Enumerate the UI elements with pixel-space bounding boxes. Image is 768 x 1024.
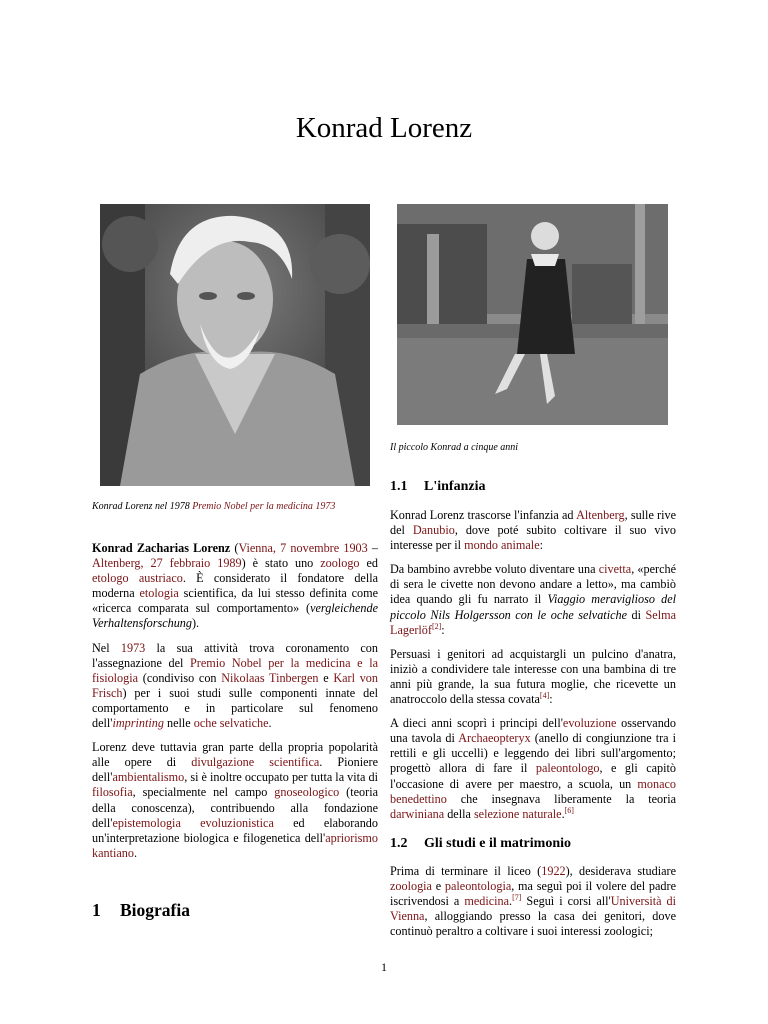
text-run: , e gli capitò l'occasione di avere per maestro, a scuola, un bbox=[390, 761, 677, 791]
text-run: . bbox=[561, 806, 565, 821]
studi-column bbox=[390, 864, 676, 948]
section-heading-studi bbox=[390, 836, 571, 852]
text-run: , specialmente nel campo bbox=[132, 785, 275, 800]
text-run: Prima di terminare il liceo ( bbox=[390, 864, 542, 878]
text-run: e bbox=[318, 670, 334, 685]
text-run: . È considerato il fondatore della moderna bbox=[92, 571, 379, 601]
inline-link[interactable]: gnoseologico bbox=[274, 785, 340, 800]
inline-link[interactable]: filosofia bbox=[92, 785, 133, 800]
inline-link[interactable]: Vienna, 7 novembre 1903 bbox=[238, 541, 368, 555]
text-run: , dove poté subito coltivare il suo vivo interesse per il bbox=[390, 523, 676, 553]
inline-link[interactable]: 1973 bbox=[120, 640, 146, 655]
text-run: ) per i suoi studi sulle componenti innate del comportamento e in particolare sul fenomeno dell' bbox=[92, 685, 378, 731]
text-run: : bbox=[441, 622, 445, 637]
text-run: , sulle rive del bbox=[390, 508, 677, 538]
inline-link[interactable]: Premio Nobel per la medicina e la fisiologia bbox=[92, 655, 378, 685]
inline-link[interactable]: Nikolaas Tinbergen bbox=[221, 670, 319, 685]
inline-link[interactable]: civetta bbox=[598, 562, 632, 577]
inline-link[interactable]: monaco benedettino bbox=[390, 776, 676, 806]
inline-link[interactable]: Archaeopteryx bbox=[458, 731, 531, 746]
body-paragraph bbox=[390, 562, 676, 637]
text-run: Seguì i corsi all' bbox=[521, 894, 611, 909]
text-run: ), desiderava studiare bbox=[565, 864, 676, 878]
child-caption: Il piccolo Konrad a cinque anni bbox=[390, 442, 519, 453]
inline-link[interactable]: mondo animale bbox=[464, 538, 540, 553]
text-run: (condiviso con bbox=[138, 670, 222, 685]
inline-link[interactable]: darwiniana bbox=[390, 806, 445, 821]
section-number: 1.1 bbox=[390, 479, 408, 494]
text-run: Konrad Lorenz trascorse l'infanzia ad bbox=[390, 508, 577, 522]
text-run: Da bambino avrebbe voluto diventare una bbox=[390, 562, 599, 577]
intro-paragraph bbox=[92, 641, 378, 732]
text-run: scientifica, da lui stesso definita come «ricerca comparata sul comportamento» ( bbox=[92, 586, 378, 616]
text-run: : bbox=[549, 692, 553, 707]
intro-paragraph bbox=[92, 541, 378, 632]
text-run: che insegnava liberamente la teoria bbox=[446, 791, 676, 806]
inline-link[interactable]: divulgazione scientifica bbox=[191, 755, 320, 770]
inline-link[interactable]: paleontologo bbox=[535, 761, 600, 776]
portrait-caption bbox=[92, 500, 392, 513]
inline-link[interactable]: Selma Lagerlöf bbox=[390, 607, 676, 637]
text-run: ). bbox=[191, 616, 200, 631]
intro-paragraph bbox=[92, 740, 378, 861]
text-run: – bbox=[367, 541, 379, 555]
section-heading-biografia bbox=[92, 900, 190, 921]
section-number: 1.2 bbox=[390, 836, 408, 851]
inline-link[interactable]: 1922 bbox=[541, 864, 566, 878]
child-photo bbox=[397, 204, 668, 425]
text-run: . bbox=[133, 845, 138, 860]
caption-link[interactable]: Premio Nobel per la medicina 1973 bbox=[192, 501, 336, 512]
text-run: ( bbox=[230, 541, 239, 555]
inline-link[interactable]: Altenberg bbox=[576, 508, 625, 522]
section-heading-infanzia bbox=[390, 479, 485, 495]
text-run: di bbox=[627, 607, 646, 622]
inline-link[interactable]: Danubio bbox=[412, 523, 455, 538]
inline-link[interactable]: medicina bbox=[464, 894, 510, 909]
text-run: ) è stato uno bbox=[241, 556, 321, 571]
text-run: osservando una tavola di bbox=[390, 716, 676, 746]
section-title: L'infanzia bbox=[424, 479, 486, 494]
inline-link[interactable]: etologia bbox=[139, 586, 179, 601]
inline-link[interactable]: paleontologia bbox=[444, 879, 512, 894]
text-run: la sua attività trova coronamento con l'assegnazione del bbox=[92, 640, 378, 670]
section-title: Gli studi e il matrimonio bbox=[424, 836, 571, 851]
text-run: Persuasi i genitori ad acquistargli un pulcino d'anatra, iniziò a condividere tale interesse con una bambina di tre anni più grande, la sua futura moglie, che ricevette un anatroccolo della stessa covata bbox=[390, 646, 676, 707]
citation-ref[interactable]: [2] bbox=[431, 621, 442, 631]
body-paragraph bbox=[390, 508, 676, 553]
text-run: nelle bbox=[163, 716, 194, 731]
inline-link[interactable]: zoologo bbox=[320, 556, 360, 571]
inline-link[interactable]: evoluzione bbox=[562, 716, 617, 731]
inline-link[interactable]: Karl von Frisch bbox=[92, 670, 378, 700]
inline-link[interactable]: etologo austriaco bbox=[92, 571, 183, 586]
text-run: A dieci anni scoprì i principi dell' bbox=[390, 716, 563, 731]
text-run: della bbox=[444, 806, 474, 821]
inline-link[interactable]: apriorismo kantiano bbox=[92, 830, 378, 860]
text-run: ed elaborando un'interpretazione biologica e filogenetica dell' bbox=[92, 815, 378, 845]
body-paragraph bbox=[390, 647, 676, 707]
text-run: . bbox=[268, 716, 272, 731]
body-paragraph bbox=[390, 716, 676, 822]
inline-link[interactable]: Università di Vienna bbox=[390, 894, 677, 924]
text-run: , si è inoltre occupato per tutta la vita di bbox=[184, 770, 378, 785]
text-run: ed bbox=[359, 556, 378, 571]
caption-text: Konrad Lorenz nel 1978 bbox=[92, 501, 193, 512]
inline-link[interactable]: oche selvatiche bbox=[193, 716, 269, 731]
citation-ref[interactable]: [4] bbox=[539, 690, 550, 700]
text-run: . Pioniere dell' bbox=[92, 755, 378, 785]
portrait-photo bbox=[100, 204, 370, 486]
body-paragraph bbox=[390, 864, 676, 939]
text-run: , «perché di sera le civette non devono andare a letto», ma cambiò idea quando gli fu narrato il bbox=[390, 562, 676, 607]
text-run: Nel bbox=[92, 640, 121, 655]
text-run: (teoria della conoscenza), contribuendo alla fondazione dell' bbox=[92, 785, 378, 830]
text-run: (anello di congiunzione tra i rettili e gli uccelli) e leggendo dei libri sull'argomento; progettò allora di fare il bbox=[390, 731, 676, 776]
inline-link[interactable]: ambientalismo bbox=[112, 770, 185, 785]
inline-link[interactable]: selezione naturale bbox=[473, 806, 562, 821]
bold-text: Konrad Zacharias Lorenz bbox=[92, 541, 231, 555]
inline-link[interactable]: epistemologia evoluzionistica bbox=[112, 815, 274, 830]
section-title: Biografia bbox=[120, 900, 190, 920]
citation-ref[interactable]: [7] bbox=[512, 893, 522, 903]
text-run: Viaggio meraviglioso del piccolo Nils Holgersson con le oche selvatiche bbox=[390, 592, 676, 622]
infanzia-column bbox=[390, 508, 676, 831]
text-run: e bbox=[431, 879, 445, 894]
inline-link[interactable]: imprinting bbox=[112, 716, 164, 731]
inline-link[interactable]: Altenberg, 27 febbraio 1989 bbox=[92, 556, 242, 571]
text-run: vergleichende Verhaltensforschung bbox=[92, 601, 378, 631]
page-number: 1 bbox=[381, 960, 387, 974]
text-run: , alloggiando presso la casa dei genitori, dove continuò peraltro a coltivare i suoi interessi zoologici; bbox=[390, 909, 676, 939]
intro-column bbox=[92, 541, 378, 870]
text-run: . bbox=[509, 894, 513, 909]
text-run: Lorenz deve tuttavia gran parte della propria popolarità alle opere di bbox=[92, 740, 378, 770]
page-title: Konrad Lorenz bbox=[295, 112, 473, 144]
section-number: 1 bbox=[92, 900, 101, 920]
text-run: : bbox=[539, 538, 543, 553]
inline-link[interactable]: zoologia bbox=[390, 879, 432, 894]
citation-ref[interactable]: [6] bbox=[564, 805, 574, 815]
text-run: , ma seguì poi il volere del padre iscrivendosi a bbox=[390, 879, 676, 909]
